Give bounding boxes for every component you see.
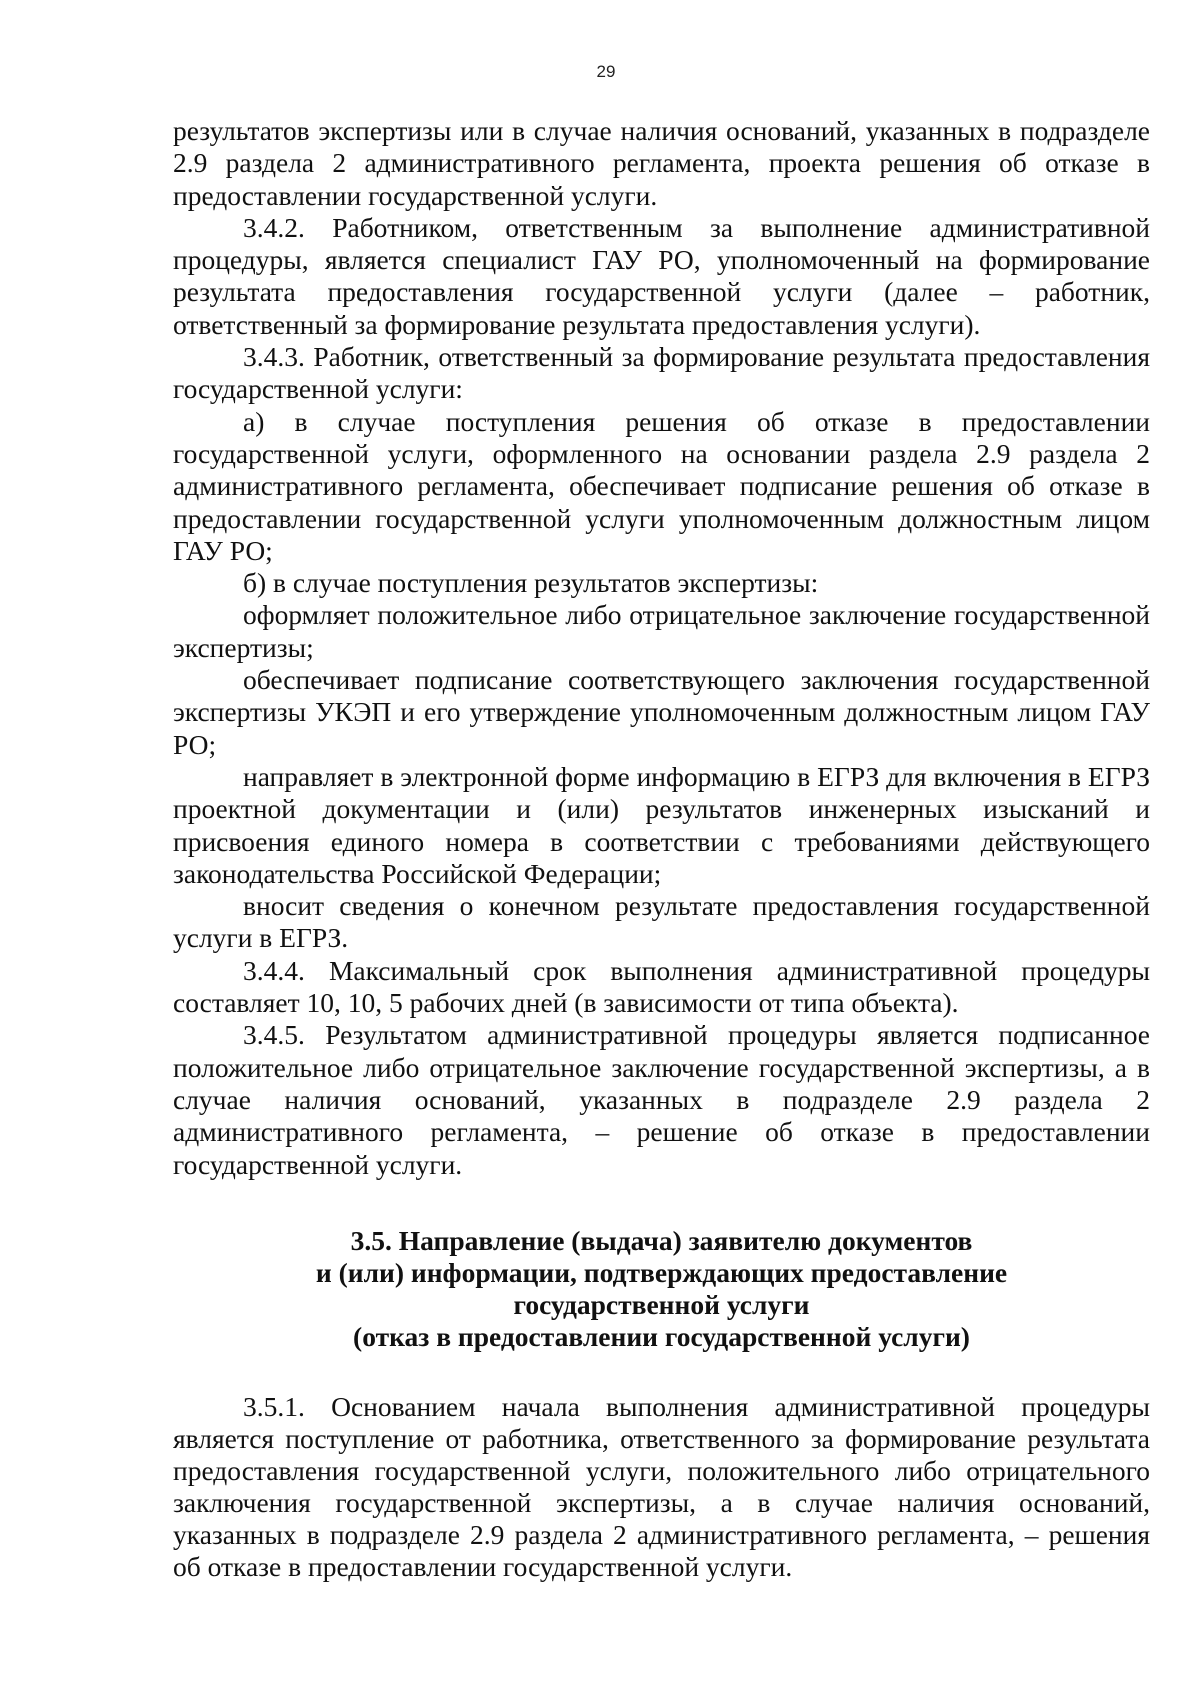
section-heading-line: и (или) информации, подтверждающих предоставление [315,1257,1008,1288]
paragraph-3-4-5: 3.4.5. Результатом административной процедуры является подписанное положительное либо отрицательное заключение государственной экспертизы, а в случае наличия оснований, указанных в подразделе 2.9 раздела 2 административного регламента, – решение об отказе в предоставлении государственной услуги. [173,1019,1150,1180]
section-heading-line: государственной услуги [513,1289,810,1320]
section-body [173,1391,1150,1583]
paragraph-item-b-3: направляет в электронной форме информацию в ЕГРЗ для включения в ЕГРЗ проектной документации и (или) результатов инженерных изысканий и присвоения единого номера в соответствии с требованиями действующего законодательства Российской Федерации; [173,760,1150,889]
paragraph-3-4-3: 3.4.3. Работник, ответственный за формирование результата предоставления государственной услуги: [173,341,1150,405]
paragraph-3-4-4: 3.4.4. Максимальный срок выполнения административной процедуры составляет 10, 10, 5 рабочих дней (в зависимости от типа объекта). [173,954,1150,1019]
paragraph-item-b-4: вносит сведения о конечном результате предоставления государственной услуги в ЕГРЗ. [173,890,1150,954]
paragraph-3-4-2: 3.4.2. Работником, ответственным за выполнение административной процедуры, является специалист ГАУ РО, уполномоченный на формирование результата предоставления государственной услуги (далее – работник, ответственный за формирование результата предоставления услуги). [173,211,1150,340]
paragraph-item-b: б) в случае поступления результатов экспертизы: [243,567,819,599]
body-text [173,115,1150,1181]
page-number: 29 [596,62,616,81]
paragraph-item-a: а) в случае поступления решения об отказе в предоставлении государственной услуги, оформленного на основании раздела 2.9 раздела 2 административного регламента, обеспечивает подписание решения об отказе в предоставлении государственной услуги уполномоченным должностным лицом ГАУ РО; [173,405,1150,566]
paragraph-item-b-2: обеспечивает подписание соответствующего заключения государственной экспертизы УКЭП и его утверждение уполномоченным должностным лицом ГАУ РО; [173,664,1150,760]
paragraph-3-5-1: 3.5.1. Основанием начала выполнения административной процедуры является поступление от работника, ответственного за формирование результата предоставления государственной услуги, положительного либо отрицательного заключения государственной экспертизы, а в случае наличия оснований, указанных в подразделе 2.9 раздела 2 административного регламента, – решения об отказе в предоставлении государственной услуги. [173,1391,1150,1582]
paragraph-continuation: результатов экспертизы или в случае наличия оснований, указанных в подразделе 2.9 раздела 2 административного регламента, проекта решения об отказе в предоставлении государственной услуги. [173,115,1150,211]
section-heading [173,1225,1150,1353]
section-heading-line: (отказ в предоставлении государственной услуги) [353,1321,970,1352]
paragraph-item-b-1: оформляет положительное либо отрицательное заключение государственной экспертизы; [173,599,1150,663]
section-heading-line: 3.5. Направление (выдача) заявителю документов [350,1225,973,1256]
